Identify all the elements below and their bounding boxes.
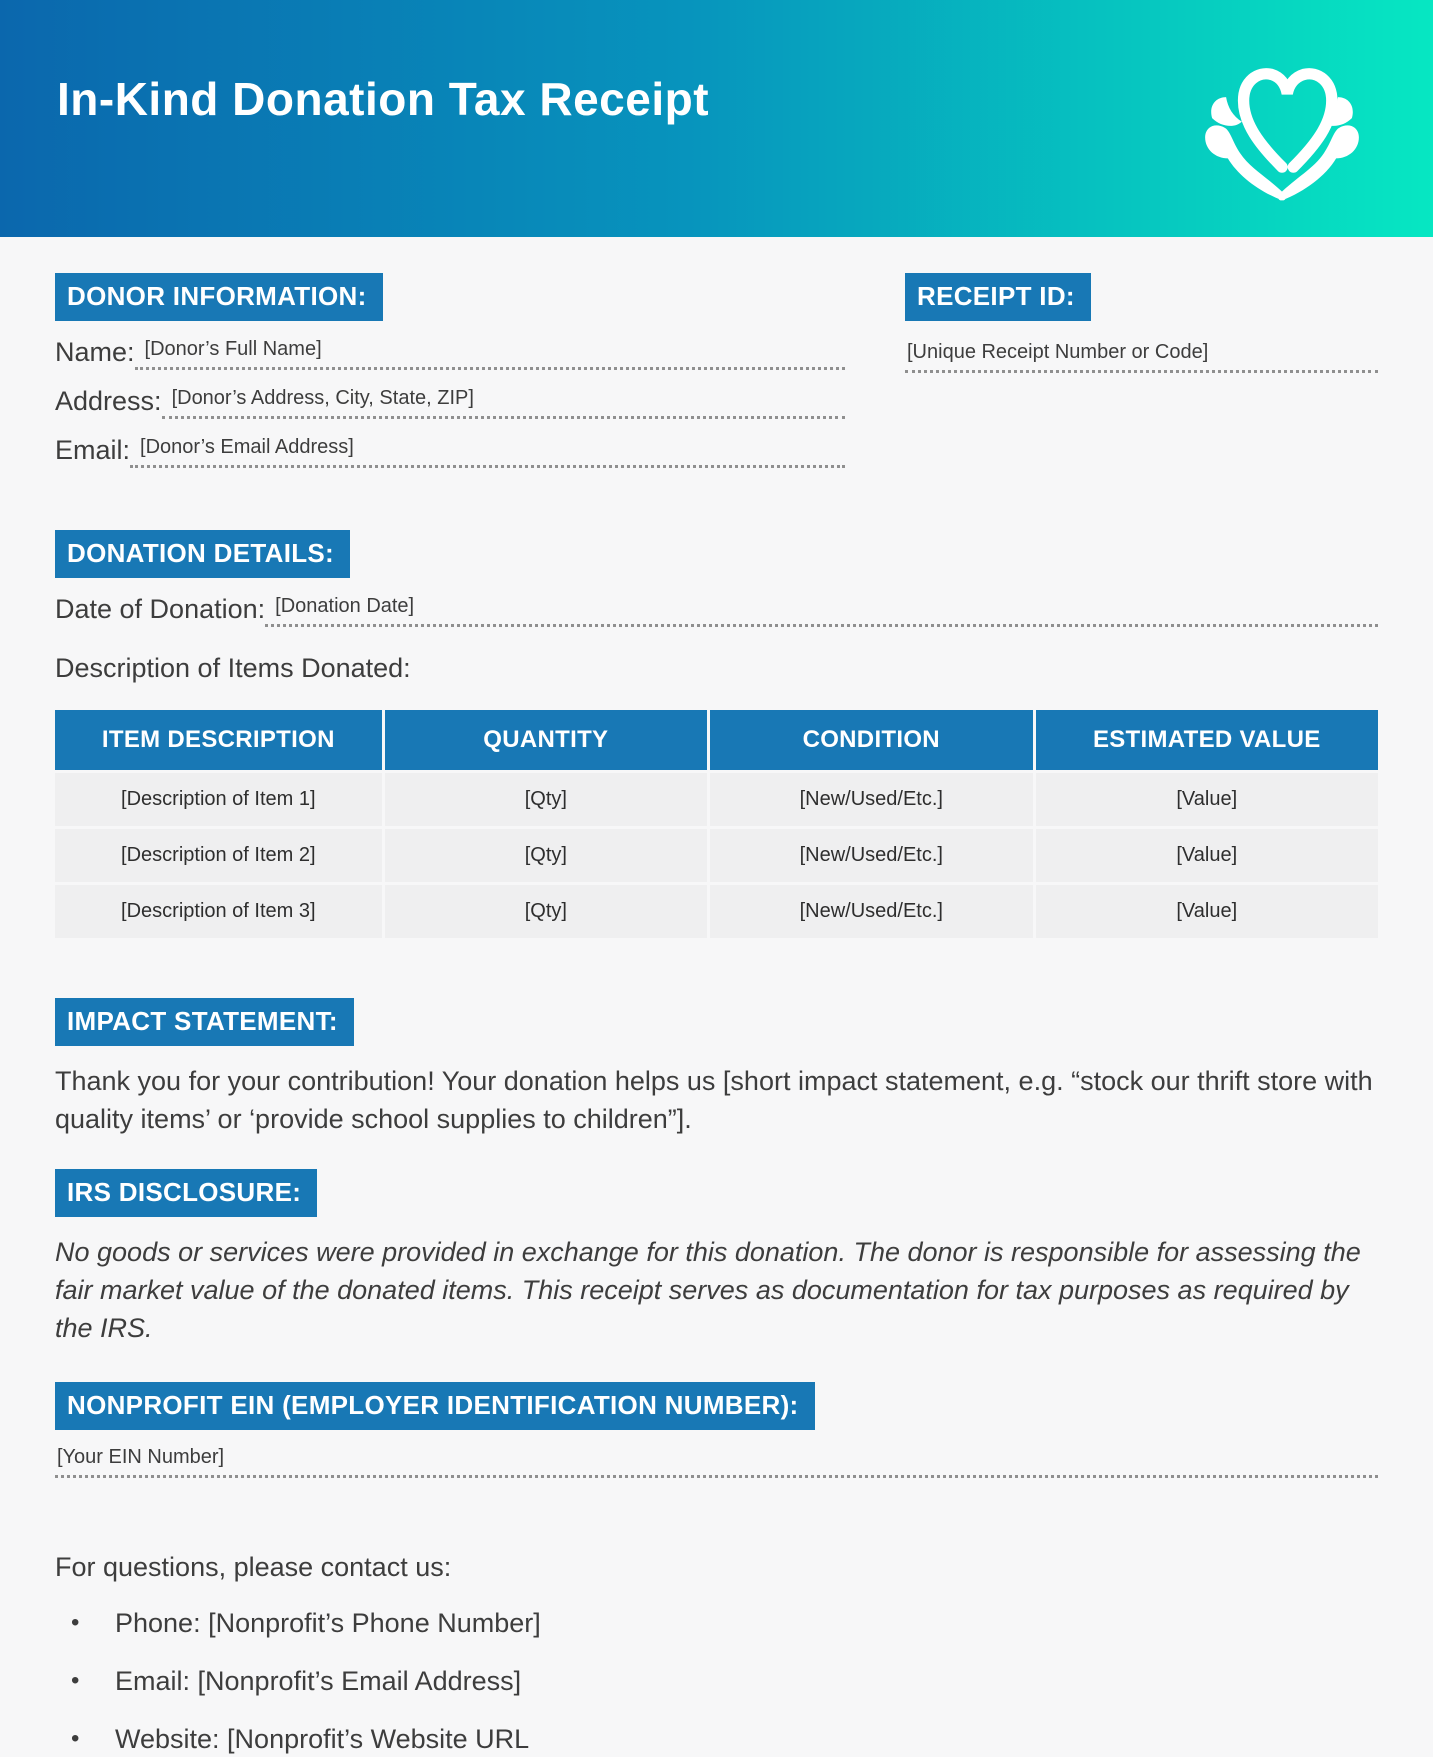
irs-disclosure-text: No goods or services were provided in exchange for this donation. The donor is responsible for assessing the fair market value of the donated items. This receipt serves as documentation for tax purposes as required by the IRS. — [55, 1236, 1361, 1344]
donor-information-heading: DONOR INFORMATION: — [55, 273, 383, 321]
donor-email-input-line[interactable]: [Donor’s Email Address] — [130, 436, 845, 468]
column-header-condition: CONDITION — [709, 710, 1034, 772]
list-item-phone — [71, 1605, 1378, 1641]
donor-address-label: Address: — [55, 386, 162, 416]
value-cell[interactable]: [Value] — [1034, 884, 1378, 939]
donation-date-label: Date of Donation: — [55, 594, 266, 624]
donor-name-field — [55, 337, 845, 370]
donor-information-section — [55, 273, 845, 468]
document-body — [0, 237, 1433, 1757]
item-description-cell[interactable]: [Description of Item 2] — [55, 828, 383, 884]
donor-name-label: Name: — [55, 337, 135, 367]
bullet-icon: • — [71, 1608, 80, 1636]
heart-in-hands-icon — [1193, 36, 1371, 202]
contact-email-text: Email: [Nonprofit’s Email Address] — [115, 1665, 522, 1696]
donor-email-field — [55, 435, 845, 468]
irs-disclosure-section — [55, 1169, 1378, 1348]
impact-statement-section — [55, 998, 1378, 1139]
header-banner — [0, 0, 1433, 237]
contact-section — [55, 1552, 1378, 1757]
condition-cell[interactable]: [New/Used/Etc.] — [709, 772, 1034, 828]
value-cell[interactable]: [Value] — [1034, 772, 1378, 828]
donated-items-table — [55, 710, 1378, 938]
donor-address-input-line[interactable]: [Donor’s Address, City, State, ZIP] — [162, 387, 845, 419]
quantity-cell[interactable]: [Qty] — [383, 828, 708, 884]
donation-details-section — [55, 530, 1378, 938]
item-description-cell[interactable]: [Description of Item 1] — [55, 772, 383, 828]
quantity-cell[interactable]: [Qty] — [383, 772, 708, 828]
column-header-estimated-value: ESTIMATED VALUE — [1034, 710, 1378, 772]
donor-name-input-line[interactable]: [Donor’s Full Name] — [135, 338, 845, 370]
column-header-quantity: QUANTITY — [383, 710, 708, 772]
quantity-cell[interactable]: [Qty] — [383, 884, 708, 939]
nonprofit-ein-heading: NONPROFIT EIN (EMPLOYER IDENTIFICATION NUMBER): — [55, 1382, 815, 1430]
items-description-caption: Description of Items Donated: — [55, 653, 411, 683]
table-row — [55, 828, 1378, 884]
condition-cell[interactable]: [New/Used/Etc.] — [709, 828, 1034, 884]
nonprofit-ein-section — [55, 1382, 1378, 1478]
irs-disclosure-heading: IRS DISCLOSURE: — [55, 1169, 317, 1217]
receipt-id-heading: RECEIPT ID: — [905, 273, 1091, 321]
bullet-icon: • — [71, 1666, 80, 1694]
contact-intro: For questions, please contact us: — [55, 1551, 452, 1582]
impact-statement-heading: IMPACT STATEMENT: — [55, 998, 354, 1046]
column-header-item-description: ITEM DESCRIPTION — [55, 710, 383, 772]
item-description-cell[interactable]: [Description of Item 3] — [55, 884, 383, 939]
donor-address-field — [55, 386, 845, 419]
donation-date-input-line[interactable]: [Donation Date] — [265, 595, 1378, 627]
donation-details-heading: DONATION DETAILS: — [55, 530, 350, 578]
bullet-icon: • — [71, 1724, 80, 1752]
receipt-id-section — [905, 273, 1378, 468]
value-cell[interactable]: [Value] — [1034, 828, 1378, 884]
condition-cell[interactable]: [New/Used/Etc.] — [709, 884, 1034, 939]
impact-statement-text: Thank you for your contribution! Your donation helps us [short impact statement, e.g. “stock our thrift store with quality items’ or ‘provide school supplies to children”]. — [55, 1066, 1373, 1135]
ein-input-line[interactable]: [Your EIN Number] — [55, 1446, 1378, 1478]
contact-website-text: Website: [Nonprofit’s Website URL — [115, 1723, 530, 1754]
list-item-email — [71, 1663, 1378, 1699]
page-title: In-Kind Donation Tax Receipt — [57, 73, 710, 125]
table-header-row — [55, 710, 1378, 772]
donor-email-label: Email: — [55, 435, 131, 465]
list-item-website — [71, 1721, 1378, 1757]
receipt-id-input-line[interactable]: [Unique Receipt Number or Code] — [905, 341, 1378, 373]
contact-phone-text: Phone: [Nonprofit’s Phone Number] — [115, 1607, 541, 1638]
table-row — [55, 772, 1378, 828]
table-row — [55, 884, 1378, 939]
donation-date-field — [55, 594, 1378, 627]
